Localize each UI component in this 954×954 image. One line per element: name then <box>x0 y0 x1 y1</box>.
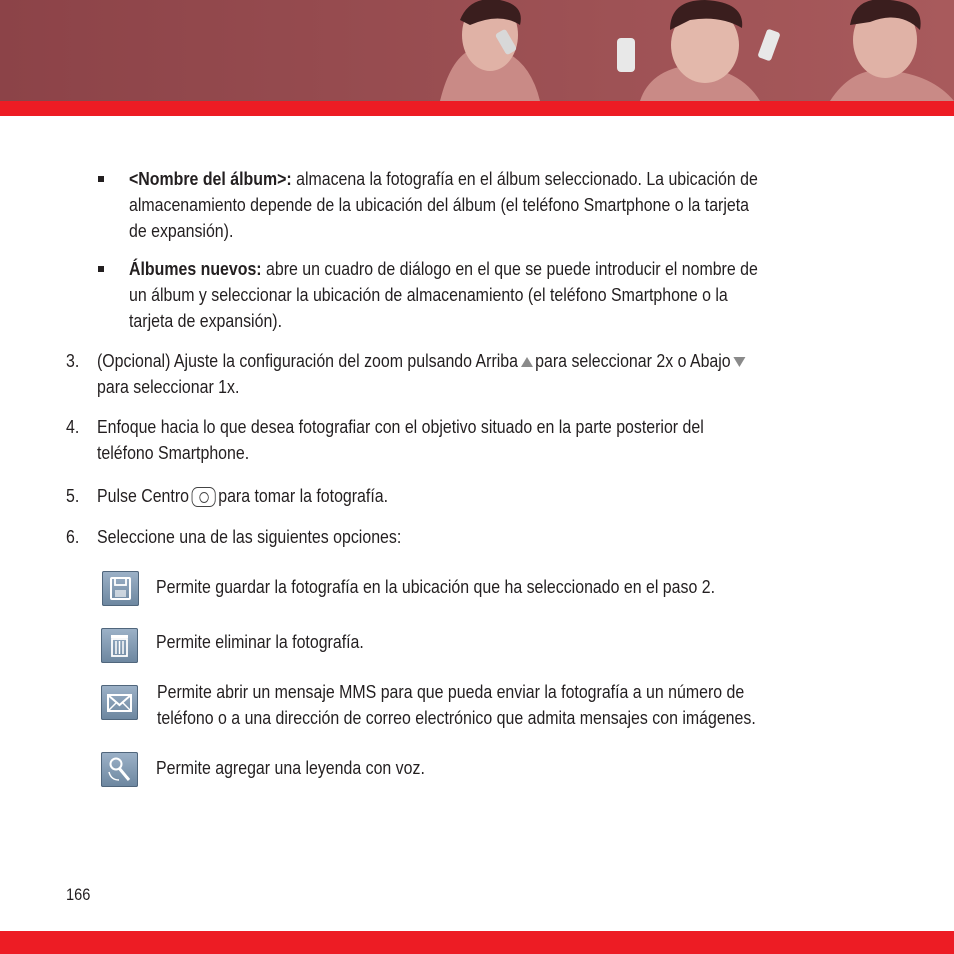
header-red-bar <box>0 101 954 116</box>
bullet-new-albums-line1: Álbumes nuevos: abre un cuadro de diálogo en el que se puede introducir el nombre de <box>129 258 758 279</box>
save-icon <box>102 571 139 606</box>
step-number: 6. <box>66 526 80 547</box>
step-4-line2: teléfono Smartphone. <box>97 442 250 463</box>
bullet-album-name-line3: de expansión). <box>129 220 234 241</box>
footer-red-bar <box>0 931 954 954</box>
up-arrow-icon <box>521 357 533 367</box>
down-arrow-icon <box>733 357 745 367</box>
bullet-marker <box>98 176 104 182</box>
bullet-new-albums-line2: un álbum y seleccionar la ubicación de almacenamiento (el teléfono Smartphone o la <box>129 284 728 305</box>
bullet-album-name-line1: <Nombre del álbum>: almacena la fotografía en el álbum seleccionado. La ubicación de <box>129 168 758 189</box>
people-photo <box>0 0 954 101</box>
step-6-line1: Seleccione una de las siguientes opciones: <box>97 526 402 547</box>
step-number: 4. <box>66 416 80 437</box>
option-delete-text: Permite eliminar la fotografía. <box>156 631 364 652</box>
header-banner <box>0 0 954 101</box>
option-mms-line1: Permite abrir un mensaje MMS para que pueda enviar la fotografía a un número de <box>157 681 745 702</box>
envelope-icon <box>101 685 138 720</box>
microphone-icon <box>101 752 138 787</box>
step-3-line1: (Opcional) Ajuste la configuración del zoom pulsando Arriba para seleccionar 2x o Abajo <box>97 348 748 374</box>
center-key-icon <box>192 487 216 507</box>
bullet-marker <box>98 266 104 272</box>
option-save-text: Permite guardar la fotografía en la ubicación que ha seleccionado en el paso 2. <box>156 576 715 597</box>
step-4-line1: Enfoque hacia lo que desea fotografiar con el objetivo situado en la parte posterior del <box>97 416 704 437</box>
option-voice-caption-text: Permite agregar una leyenda con voz. <box>156 757 425 778</box>
page-number: 166 <box>66 885 91 904</box>
bullet-album-name-line2: almacenamiento depende de la ubicación del álbum (el teléfono Smartphone o la tarjeta <box>129 194 750 215</box>
bullet-new-albums-line3: tarjeta de expansión). <box>129 310 283 331</box>
step-number: 5. <box>66 485 80 506</box>
trash-icon <box>101 628 138 663</box>
step-3-line2: para seleccionar 1x. <box>97 376 240 397</box>
option-mms-line2: teléfono o a una dirección de correo electrónico que admita mensajes con imágenes. <box>157 707 756 728</box>
step-5-line1: Pulse Centro para tomar la fotografía. <box>97 485 389 506</box>
step-number: 3. <box>66 350 80 371</box>
